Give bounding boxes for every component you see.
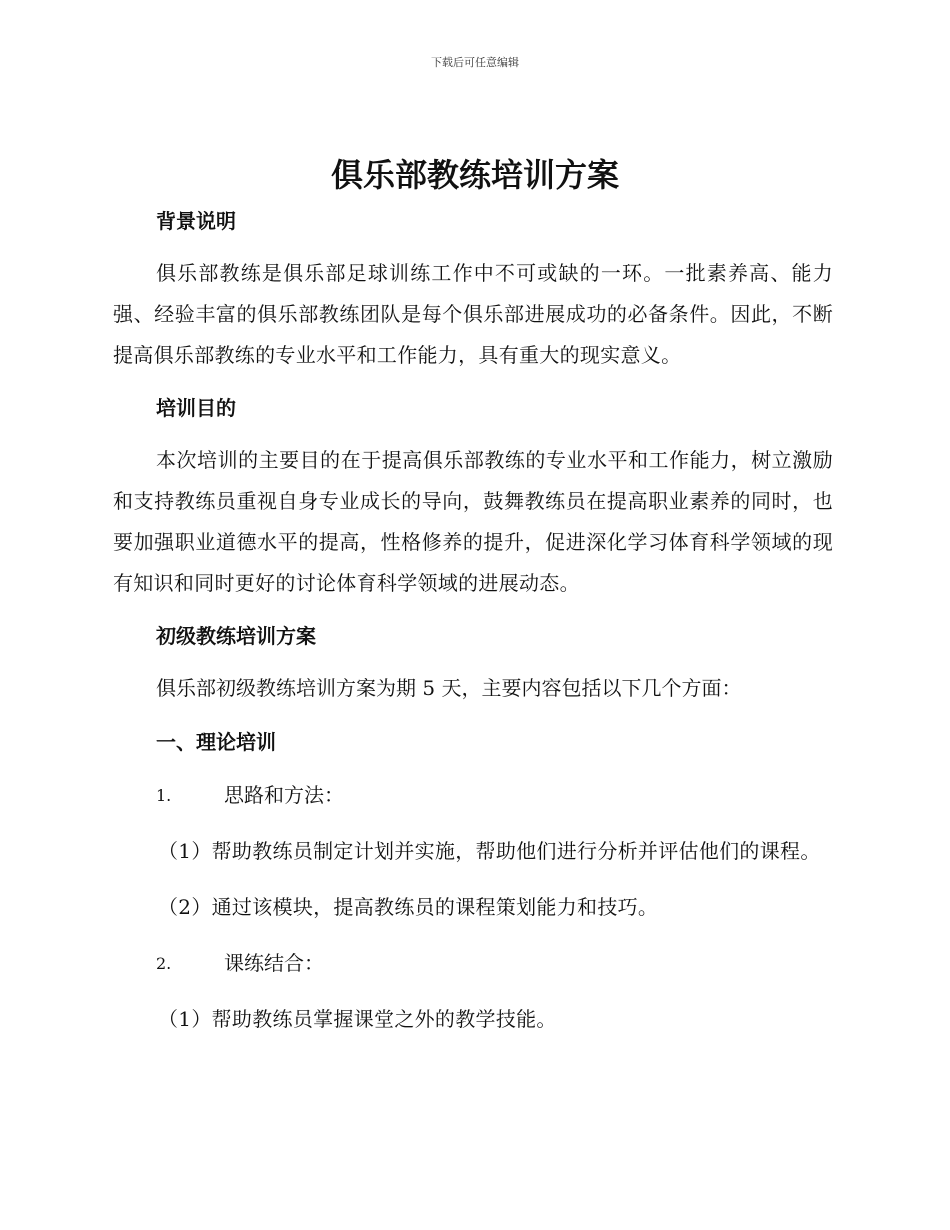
list-label: 思路和方法： [224, 783, 344, 807]
document-title: 俱乐部教练培训方案 [330, 156, 619, 194]
purpose-paragraph: 本次培训的主要目的在于提高俱乐部教练的专业水平和工作能力，树立激励和支持教练员重视自身专业成长的导向，鼓舞教练员在提高职业素养的同时，也要加强职业道德水平的提高，性格修养的提升，促进深化学习体育科学领域的现有知识和同时更好的讨论体育科学领域的进展动态。 [113, 448, 833, 595]
header-note: 下载后可任意编辑 [431, 56, 519, 69]
section-heading-background: 背景说明 [156, 209, 236, 233]
section-heading-junior: 初级教练培训方案 [156, 624, 316, 648]
part-heading-theory: 一、理论培训 [156, 730, 276, 754]
list-item-1-sub-1: （1）帮助教练员制定计划并实施，帮助他们进行分析并评估他们的课程。 [158, 839, 821, 863]
list-item-2-sub-1: （1）帮助教练员掌握课堂之外的教学技能。 [158, 1007, 557, 1031]
list-item-2 [113, 943, 833, 984]
list-item-1-sub-2: （2）通过该模块，提高教练员的课程策划能力和技巧。 [158, 895, 659, 919]
list-number: 1. [156, 786, 172, 805]
list-item-1 [113, 775, 833, 816]
list-number: 2. [156, 954, 172, 973]
document-body [113, 203, 833, 1040]
background-paragraph: 俱乐部教练是俱乐部足球训练工作中不可或缺的一环。一批素养高、能力强、经验丰富的俱乐部教练团队是每个俱乐部进展成功的必备条件。因此，不断提高俱乐部教练的专业水平和工作能力，具有重大的现实意义。 [113, 261, 833, 367]
list-label: 课练结合： [224, 951, 324, 975]
section-heading-purpose: 培训目的 [156, 396, 236, 420]
junior-intro: 俱乐部初级教练培训方案为期 5 天，主要内容包括以下几个方面： [156, 676, 742, 700]
